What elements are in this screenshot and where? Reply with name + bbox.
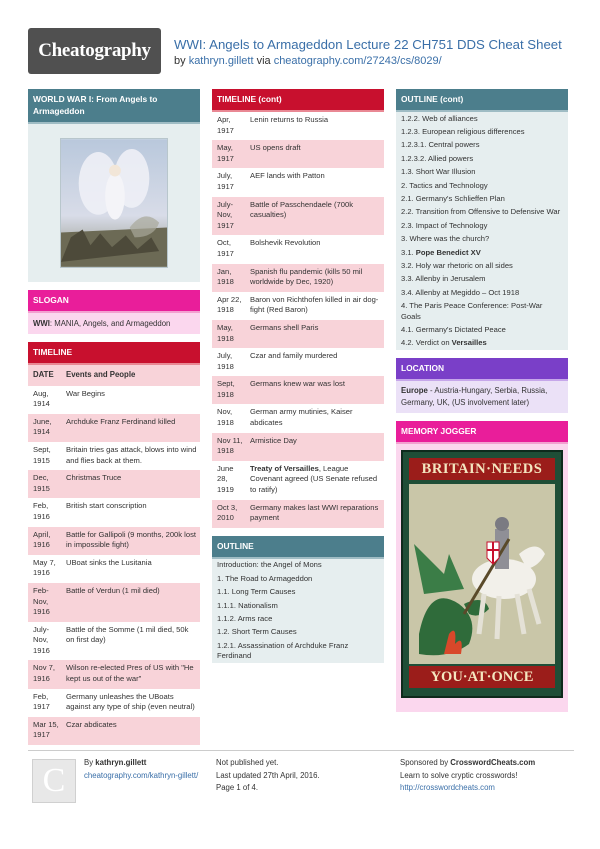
timeline-event: Battle of the Somme (1 mil died, 50k on first day) (66, 624, 189, 645)
timeline-event: Czar abdicates (61, 717, 200, 745)
col-header-events: Events and People (61, 365, 200, 386)
outline-bold: Pope Benedict XV (415, 247, 481, 257)
timeline-date: Apr 22, 1918 (217, 294, 242, 315)
last-updated: Last updated 27th April, 2016. (216, 770, 320, 780)
timeline-event: Germans knew war was lost (245, 376, 384, 404)
timeline-date: June, 1914 (28, 414, 61, 442)
slogan-text (28, 313, 200, 334)
outline-item-versailles (396, 337, 568, 350)
footer-sponsor (400, 757, 574, 795)
poster-wrap (396, 444, 568, 712)
outline-item: 2.3. Impact of Technology (401, 220, 488, 230)
outline-item: 1.2.3.2. Allied powers (401, 153, 474, 163)
poster-top-text: BRITAIN·NEEDS (409, 458, 555, 480)
outline-item: 1.2. Short Term Causes (217, 627, 297, 637)
outline-item: 1.1.1. Nationalism (217, 600, 278, 610)
by-prefix: by (174, 55, 186, 67)
timeline-cont-header: TIMELINE (cont) (212, 89, 384, 112)
timeline-event: Battle for Gallipoli (9 months, 200k lost in impossible fight) (61, 527, 200, 555)
location-header: LOCATION (396, 358, 568, 381)
timeline-date: Nov 7, 1916 (28, 660, 61, 688)
cheatography-logo[interactable]: Cheatography (28, 28, 161, 74)
poster-bottom-text: YOU·AT·ONCE (409, 666, 555, 688)
outline-item: 3.3. Allenby in Jerusalem (401, 274, 486, 284)
timeline-header: TIMELINE (28, 342, 200, 365)
outline-header: OUTLINE (212, 536, 384, 559)
timeline-date: Nov, 1918 (217, 407, 234, 428)
timeline-event: Archduke Franz Ferdinand killed (61, 414, 200, 442)
timeline-event: AEF lands with Patton (250, 171, 325, 181)
timeline-event: Czar and family murdered (250, 351, 338, 361)
timeline-date: Apr, 1917 (217, 115, 234, 135)
timeline-row (28, 527, 200, 555)
author-avatar[interactable]: C (32, 759, 76, 803)
timeline-cont-table (212, 112, 384, 528)
timeline-date: April, 1916 (28, 527, 61, 555)
page-number: Page 1 of 4. (216, 783, 259, 792)
author-link[interactable]: kathryn.gillett (188, 55, 254, 67)
timeline-row (212, 404, 384, 432)
timeline-row (212, 292, 384, 320)
outline-item: Introduction: the Angel of Mons (217, 560, 322, 570)
timeline-event: Wilson re-elected Pres of US with "He kept us out of the war" (61, 660, 200, 688)
timeline-row (212, 320, 384, 348)
timeline-event: Germans shell Paris (245, 320, 384, 348)
timeline-date: Feb-Nov, 1916 (28, 583, 61, 622)
timeline-block (28, 342, 200, 745)
timeline-row (212, 197, 384, 236)
timeline-event: Spanish flu pandemic (kills 50 mil worldwide by Dec, 1920) (245, 264, 384, 292)
slogan-header: SLOGAN (28, 290, 200, 313)
timeline-table (28, 365, 200, 745)
outline-item: 4.1. Germany's Dictated Peace (401, 325, 506, 334)
britain-needs-you-poster (401, 450, 563, 698)
timeline-date: Oct, 1917 (217, 238, 234, 258)
timeline-event: Battle of Passchendaele (700k casualties) (245, 197, 384, 236)
timeline-date: Mar 15, 1917 (28, 717, 61, 745)
via-word: via (256, 55, 271, 67)
timeline-date: May 7, 1916 (33, 557, 56, 578)
sponsor-link[interactable]: http://crosswordcheats.com (400, 783, 495, 792)
outline-item: 2.2. Transition from Offensive to Defensive War (401, 207, 561, 217)
outline-item: 1.1. Long Term Causes (217, 587, 296, 597)
timeline-row (212, 376, 384, 404)
outline-item: 1.2.2. Web of alliances (401, 113, 478, 123)
timeline-date: Jan, 1918 (212, 264, 245, 292)
outline-item-pope (396, 246, 568, 259)
sheet-byline (174, 55, 442, 67)
location-bold: Europe (401, 386, 428, 396)
timeline-row (212, 433, 384, 461)
timeline-col-headers (28, 365, 200, 386)
outline-prefix: 4.2. Verdict on (401, 338, 452, 348)
timeline-date: July, 1917 (217, 171, 234, 191)
column-1 (28, 89, 200, 753)
timeline-event (245, 461, 384, 500)
footer-author (84, 757, 204, 782)
outline-block (212, 536, 384, 663)
outline-cont-header: OUTLINE (cont) (396, 89, 568, 112)
footer-by-line (84, 757, 204, 770)
outline-item: 3.4. Allenby at Megiddo – Oct 1918 (401, 287, 520, 297)
timeline-event: British start conscription (66, 501, 147, 511)
column-3 (396, 89, 568, 720)
timeline-event: Baron von Richthofen killed in air dog-fight (Red Baron) (250, 294, 379, 315)
page-header (28, 28, 574, 78)
footer-author-link[interactable]: cheatography.com/kathryn-gillett/ (84, 770, 199, 780)
publish-status: Not published yet. (216, 758, 279, 767)
timeline-event: War Begins (66, 388, 105, 398)
timeline-event: Germany unleashes the UBoats against any type of ship (even neutral) (66, 691, 195, 712)
timeline-row (212, 264, 384, 292)
sponsor-tagline: Learn to solve cryptic crosswords! (400, 770, 518, 780)
timeline-row (212, 500, 384, 528)
knight-helmet (495, 517, 509, 531)
timeline-date: May, 1917 (212, 140, 245, 168)
timeline-row (28, 689, 200, 717)
outline-list (212, 559, 384, 663)
timeline-date: June 28, 1919 (217, 463, 234, 495)
intro-header: WORLD WAR I: From Angels to Armageddon (28, 89, 200, 124)
intro-block (28, 89, 200, 282)
outline-item: 1.1.2. Arms race (217, 613, 273, 623)
timeline-date: Sept, 1915 (33, 444, 51, 465)
timeline-row (28, 386, 200, 414)
outline-item: 1.2.3. European religious differences (401, 126, 525, 136)
footer-author-name[interactable]: kathryn.gillett (95, 758, 147, 767)
sponsor-line (400, 757, 574, 770)
memory-block (396, 421, 568, 712)
timeline-row (28, 583, 200, 622)
timeline-row (212, 112, 384, 140)
timeline-row (28, 555, 200, 583)
timeline-date: Dec, 1915 (28, 470, 61, 498)
timeline-row (28, 498, 200, 526)
timeline-event: Lenin returns to Russia (250, 115, 329, 124)
outline-item: 1.3. Short War Illusion (401, 167, 476, 177)
sponsor-name[interactable]: CrosswordCheats.com (450, 758, 536, 767)
timeline-row (28, 622, 200, 661)
outline-item: 4. The Paris Peace Conference: Post-War Goals (401, 301, 543, 321)
outline-bold: Versailles (451, 338, 487, 348)
slogan-rest: : MANIA, Angels, and Armageddon (49, 319, 171, 328)
timeline-date: July, 1918 (217, 351, 234, 371)
timeline-row (28, 660, 200, 688)
timeline-row (28, 717, 200, 745)
st-george-dragon-art (409, 484, 555, 664)
timeline-row (212, 140, 384, 168)
slogan-bold: WWI (33, 319, 50, 328)
timeline-date: Nov 11, 1918 (212, 433, 245, 461)
outline-item: 1.2.1. Assassination of Archduke Franz Ferdinand (217, 640, 349, 661)
timeline-event: Armistice Day (245, 433, 384, 461)
col-header-date: DATE (28, 365, 61, 386)
outline-item: 2. Tactics and Technology (401, 180, 488, 190)
timeline-row (212, 168, 384, 196)
timeline-event: UBoat sinks the Lusitania (66, 557, 152, 567)
timeline-date: July-Nov, 1916 (33, 624, 50, 655)
timeline-event: German army mutinies, Kaiser abdicates (250, 407, 353, 428)
outline-cont-block (396, 89, 568, 350)
sponsor-prefix: Sponsored by (400, 758, 449, 767)
outline-prefix: 3.1. (401, 247, 416, 257)
timeline-event: Germany makes last WWI reparations payment (245, 500, 384, 528)
angel-of-mons-image (60, 138, 168, 268)
timeline-event-bold: Treaty of Versailles (250, 463, 319, 473)
outline-item: 2.1. Germany's Schlieffen Plan (401, 193, 505, 203)
timeline-event: Britain tries gas attack, blows into wind and flies back at them. (66, 444, 197, 465)
angel-image-wrap (28, 124, 200, 282)
timeline-date: Feb, 1917 (33, 691, 50, 712)
outline-item: 1. The Road to Armageddon (217, 573, 313, 583)
timeline-event: Bolshevik Revolution (250, 238, 321, 248)
timeline-event-rest: , League Covenant agreed (US Senate refused to ratify) (250, 463, 378, 495)
timeline-row (28, 414, 200, 442)
page-footer (28, 750, 574, 810)
outline-item: 3. Where was the church? (401, 234, 490, 244)
outline-cont-list (396, 112, 568, 350)
timeline-event: Christmas Truce (61, 470, 200, 498)
outline-item: 1.2.3.1. Central powers (401, 140, 480, 150)
column-2 (212, 89, 384, 671)
timeline-date: Aug, 1914 (33, 388, 50, 409)
timeline-date: Oct 3, 2010 (212, 500, 245, 528)
timeline-row (212, 348, 384, 376)
timeline-date: Sept, 1918 (212, 376, 245, 404)
angel-head (109, 165, 121, 177)
footer-by: By (84, 758, 94, 767)
timeline-row (28, 442, 200, 470)
footer-status (216, 757, 386, 795)
timeline-row (212, 235, 384, 263)
timeline-event: US opens draft (245, 140, 384, 168)
timeline-date: Feb, 1916 (33, 501, 50, 521)
slogan-block (28, 290, 200, 334)
outline-item: 3.2. Holy war rhetoric on all sides (401, 260, 513, 270)
timeline-event: Battle of Verdun (1 mil died) (61, 583, 200, 622)
location-rest: - Austria-Hungary, Serbia, Russia, Germany, UK, (US involvement later) (401, 386, 548, 407)
sheet-link[interactable]: cheatography.com/27243/cs/8029/ (273, 55, 442, 67)
timeline-row (28, 470, 200, 498)
memory-header: MEMORY JOGGER (396, 421, 568, 444)
location-text (396, 381, 568, 413)
angel-body (105, 173, 125, 220)
timeline-date: May, 1918 (212, 320, 245, 348)
timeline-cont-block (212, 89, 384, 528)
timeline-row (212, 461, 384, 500)
location-block (396, 358, 568, 413)
sheet-title[interactable]: WWI: Angels to Armageddon Lecture 22 CH751 DDS Cheat Sheet (174, 37, 562, 52)
timeline-date: July-Nov, 1917 (212, 197, 245, 236)
